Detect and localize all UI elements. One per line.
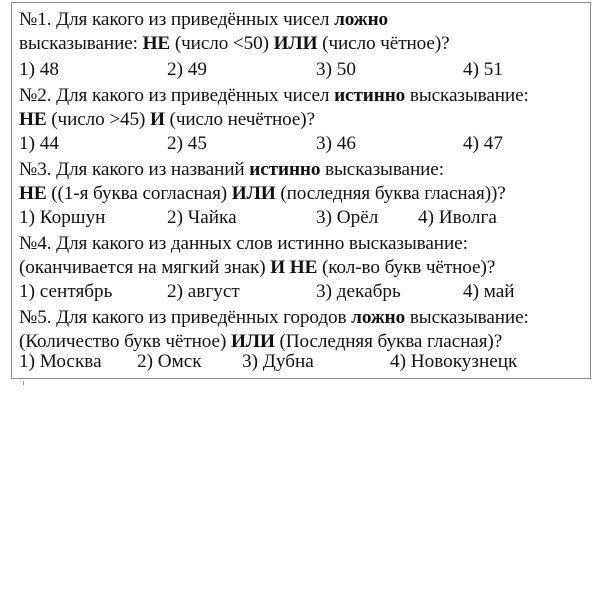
question-text: (число чётное)? [317, 33, 450, 54]
bold-keyword: НЕ [19, 109, 47, 130]
task-4-question-line [19, 232, 468, 256]
task-3-answer-option: 4) Иволга [418, 207, 497, 228]
task-3-question-line [19, 182, 506, 206]
question-text: высказывание: [405, 85, 529, 106]
bold-keyword: И НЕ [270, 257, 318, 278]
task-1-question-line [19, 32, 450, 56]
margin-tick [23, 381, 24, 385]
question-text: ((1-я буква согласная) [46, 183, 232, 204]
task-4-question-line [19, 256, 495, 280]
question-text: (число нечётное)? [164, 109, 316, 130]
bold-keyword: И [150, 109, 165, 130]
task-2-answer-option: 4) 47 [463, 133, 503, 154]
bold-keyword: ложно [351, 307, 406, 328]
task-3-answer-option: 1) Коршун [19, 207, 106, 228]
task-2-question-line [19, 108, 315, 132]
question-text: №2. Для какого из приведённых чисел [19, 85, 335, 106]
task-1-answer-option: 3) 50 [316, 59, 356, 80]
question-text: №1. Для какого из приведённых чисел [19, 9, 335, 30]
task-5-answer-option: 4) Новокузнецк [390, 351, 518, 372]
task-4-answer-option: 1) сентябрь [19, 281, 113, 302]
question-text: высказывание: [19, 33, 143, 54]
question-text: (Количество букв чётное) [19, 331, 231, 352]
task-4-answer-option: 4) май [463, 281, 515, 302]
bold-keyword: ложно [334, 9, 389, 30]
question-text: (Последняя буква гласная)? [274, 331, 503, 352]
task-1-question-line [19, 8, 388, 32]
task-1-answer-option: 4) 51 [463, 59, 503, 80]
bold-keyword: НЕ [142, 33, 171, 54]
question-text: №5. Для какого из приведённых городов [19, 307, 352, 328]
bold-keyword: истинно [249, 159, 321, 180]
question-text: №3. Для какого из названий [19, 159, 250, 180]
task-3-answer-option: 2) Чайка [167, 207, 237, 228]
task-4-answer-option: 2) август [167, 281, 240, 302]
question-text: (оканчивается на мягкий знак) [19, 257, 271, 278]
question-text: №4. Для какого из данных слов истинно высказывание: [19, 233, 468, 254]
bold-keyword: истинно [334, 85, 406, 106]
bold-keyword: ИЛИ [231, 183, 276, 204]
task-1-answer-option: 1) 48 [19, 59, 59, 80]
task-3-answer-option: 3) Орёл [316, 207, 379, 228]
task-5-question-line [19, 306, 529, 330]
task-4-answer-option: 3) декабрь [316, 281, 401, 302]
bold-keyword: НЕ [19, 183, 47, 204]
task-3-question-line [19, 158, 444, 182]
task-2-answer-option: 1) 44 [19, 133, 59, 154]
question-text: высказывание: [320, 159, 444, 180]
task-2-answer-option: 2) 45 [167, 133, 207, 154]
task-5-answer-option: 1) Москва [19, 351, 102, 372]
task-1-answer-option: 2) 49 [167, 59, 207, 80]
task-2-question-line [19, 84, 529, 108]
bold-keyword: ИЛИ [230, 331, 275, 352]
task-5-answer-option: 2) Омск [137, 351, 202, 372]
question-text: (число <50) [170, 33, 274, 54]
question-text: (кол-во букв чётное)? [317, 257, 496, 278]
question-text: (последняя буква гласная))? [275, 183, 506, 204]
bold-keyword: ИЛИ [273, 33, 318, 54]
task-2-answer-option: 3) 46 [316, 133, 356, 154]
question-text: (число >45) [46, 109, 151, 130]
question-text: высказывание: [405, 307, 529, 328]
task-5-answer-option: 3) Дубна [242, 351, 314, 372]
